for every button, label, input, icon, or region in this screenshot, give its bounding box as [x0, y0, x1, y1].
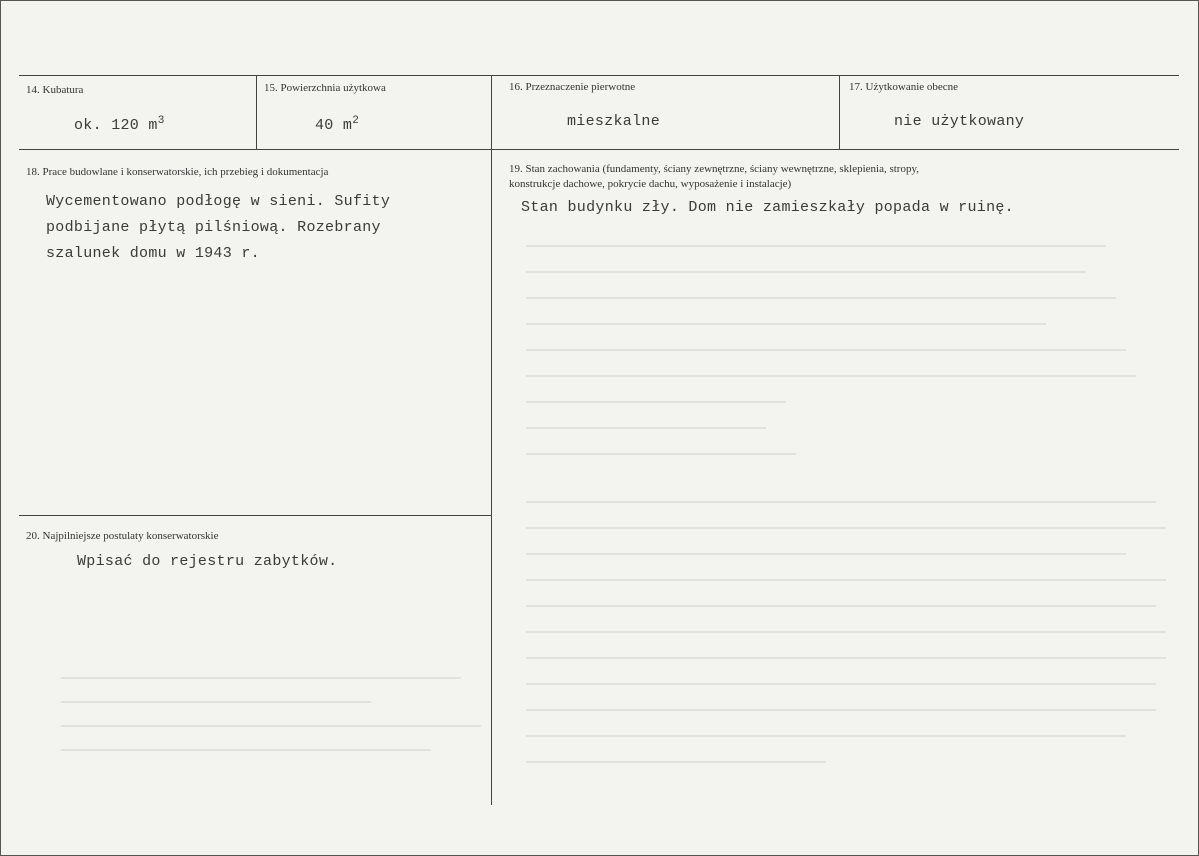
bleed-through-mark	[526, 245, 1106, 247]
powierzchnia-exponent: 2	[352, 115, 360, 127]
bleed-through-mark	[526, 683, 1156, 685]
bleed-through-mark	[526, 657, 1166, 659]
bleed-through-mark	[61, 749, 431, 751]
przeznaczenie-value: mieszkalne	[567, 113, 661, 130]
prace-label: 18. Prace budowlane i konserwatorskie, ich przebieg i dokumentacja	[26, 166, 329, 178]
powierzchnia-label: 15. Powierzchnia użytkowa	[264, 82, 386, 94]
prace-line-1: Wycementowano podłogę w sieni. Sufity	[46, 193, 391, 210]
postulaty-value: Wpisać do rejestru zabytków.	[77, 553, 338, 570]
divider-16-17	[839, 75, 840, 149]
divider-15-16	[491, 75, 492, 805]
kubatura-label: 14. Kubatura	[26, 84, 84, 96]
powierzchnia-value-text: 40 m	[315, 117, 353, 134]
kubatura-value-text: ok. 120 m	[74, 117, 158, 134]
bleed-through-mark	[526, 453, 796, 455]
uzytkowanie-label: 17. Użytkowanie obecne	[849, 81, 959, 93]
bleed-through-mark	[526, 297, 1116, 299]
top-rule	[19, 75, 1179, 76]
bleed-through-mark	[526, 605, 1156, 607]
powierzchnia-value	[315, 115, 359, 136]
bleed-through-mark	[526, 427, 766, 429]
prace-line-3: szalunek domu w 1943 r.	[46, 245, 260, 262]
row1-bottom-rule	[19, 149, 1179, 150]
bleed-through-mark	[526, 401, 786, 403]
bleed-through-mark	[526, 631, 1166, 633]
postulaty-label: 20. Najpilniejsze postulaty konserwatorskie	[26, 530, 219, 542]
kubatura-value	[74, 115, 165, 136]
bleed-through-mark	[526, 761, 826, 763]
uzytkowanie-value: nie użytkowany	[894, 113, 1025, 130]
bleed-through-mark	[526, 271, 1086, 273]
bleed-through-mark	[526, 323, 1046, 325]
bleed-through-mark	[526, 527, 1166, 529]
stan-value: Stan budynku zły. Dom nie zamieszkały popada w ruinę.	[521, 199, 1014, 216]
bleed-through-mark	[526, 553, 1126, 555]
bleed-through-mark	[526, 501, 1156, 503]
kubatura-exponent: 3	[157, 115, 165, 127]
bleed-through-mark	[526, 349, 1126, 351]
section-18-bottom-rule	[19, 515, 491, 516]
bleed-through-mark	[61, 701, 371, 703]
bleed-through-mark	[526, 709, 1156, 711]
bleed-through-mark	[526, 735, 1126, 737]
prace-line-2: podbijane płytą pilśniową. Rozebrany	[46, 219, 381, 236]
bleed-through-mark	[61, 725, 481, 727]
bleed-through-mark	[61, 677, 461, 679]
bleed-through-mark	[526, 579, 1166, 581]
przeznaczenie-label: 16. Przeznaczenie pierwotne	[509, 81, 636, 93]
stan-label-line-2: konstrukcje dachowe, pokrycie dachu, wyposażenie i instalacje)	[509, 178, 792, 190]
divider-14-15	[256, 75, 257, 149]
bleed-through-mark	[526, 375, 1136, 377]
stan-label-line-1: 19. Stan zachowania (fundamenty, ściany zewnętrzne, ściany wewnętrzne, sklepienia, stropy,	[509, 163, 920, 175]
